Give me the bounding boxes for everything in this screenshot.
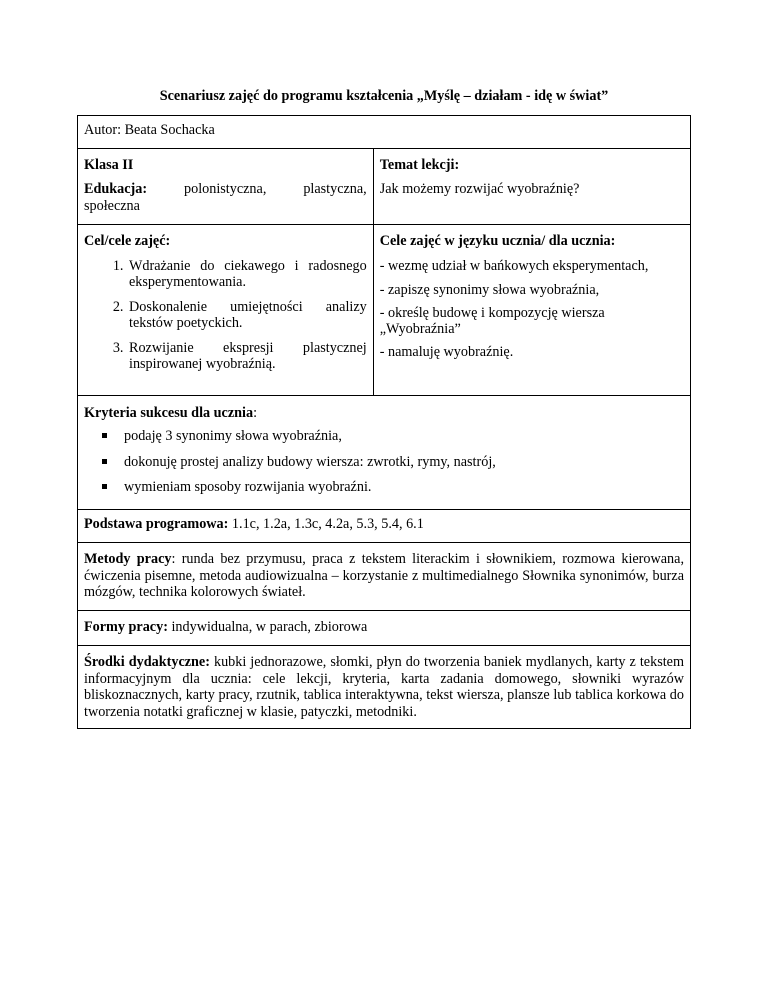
student-goals-label: Cele zajęć w języku ucznia/ dla ucznia:	[373, 225, 690, 252]
criteria-list	[84, 428, 684, 496]
goals-label: Cel/cele zajęć:	[78, 225, 374, 252]
methods-value: : runda bez przymusu, praca z tekstem literackim i słownikiem, rozmowa kierowana, ćwiczenia pisemne, metoda audiowizualna – korzystanie z multimedialnego Słownika synonimów, burza mózgów, technika kolorowych świateł.	[84, 551, 684, 600]
methods-row	[78, 543, 691, 611]
forms-row	[78, 610, 691, 646]
criteria-heading	[84, 405, 684, 422]
author: Autor: Beata Sochacka	[78, 116, 691, 149]
resources-label: Środki dydaktyczne:	[84, 654, 210, 670]
class-topic-header-row	[78, 148, 691, 176]
resources-value: kubki jednorazowe, słomki, płyn do tworzenia baniek mydlanych, karty z tekstem informacyjnym dla ucznia: cele lekcji, kryteria, karta zadania domowego, słowniki wyrazów bliskoznacznych, karty pracy, rzutnik, tablica interaktywna, tekst wiersza, plansze lub tablica korkowa do tworzenia notatki graficznej w klasie, patyczki, metodniki.	[84, 654, 684, 720]
student-goal-item: - określę budowę i kompozycję wiersza „Wyobraźnia”	[379, 304, 605, 337]
student-goal-item: - zapiszę synonimy słowa wyobraźnia,	[379, 282, 600, 298]
education-topic-row	[78, 176, 691, 225]
methods-cell	[78, 543, 691, 611]
forms-value: indywidualna, w parach, zbiorowa	[167, 618, 368, 635]
criteria-cell	[78, 395, 691, 509]
education-art: plastyczna,	[303, 181, 367, 197]
lesson-plan-table	[77, 115, 691, 729]
curriculum-row	[78, 509, 691, 543]
criteria-item: podaję 3 synonimy słowa wyobraźnia,	[102, 428, 684, 445]
goal-item: 1. Wdrażanie do ciekawego i radosnego eksperymentowania.	[127, 258, 367, 291]
document-title: Scenariusz zajęć do programu kształcenia „Myślę – działam - idę w świat”	[159, 88, 609, 104]
forms-label: Formy pracy:	[84, 618, 168, 635]
student-goal-item: - wezmę udział w bańkowych eksperymentach,	[379, 257, 649, 274]
goals-row	[78, 252, 691, 396]
education-polonistic: polonistyczna,	[184, 181, 267, 197]
criteria-item: dokonuję prostej analizy budowy wiersza: zwrotki, rymy, nastrój,	[102, 454, 684, 471]
criteria-item: wymieniam sposoby rozwijania wyobraźni.	[102, 479, 684, 496]
forms-cell	[78, 610, 691, 646]
methods-label: Metody pracy	[84, 551, 172, 567]
goal-item: 3. Rozwijanie ekspresji plastycznej inspirowanej wyobraźnią.	[127, 340, 367, 373]
education-social: społeczna	[84, 197, 140, 214]
resources-cell	[78, 646, 691, 729]
education-line	[84, 181, 367, 198]
topic-value: Jak możemy rozwijać wyobraźnię?	[373, 176, 690, 225]
education-cell	[78, 176, 374, 225]
student-goals-cell	[373, 252, 690, 396]
goal-item: 2. Doskonalenie umiejętności analizy tekstów poetyckich.	[127, 299, 367, 332]
goals-cell	[78, 252, 374, 396]
goals-list	[84, 258, 367, 373]
resources-row	[78, 646, 691, 729]
author-row	[78, 116, 691, 149]
class-label: Klasa II	[78, 148, 374, 176]
criteria-row	[78, 395, 691, 509]
curriculum-cell	[78, 509, 691, 543]
criteria-colon: :	[253, 404, 258, 421]
curriculum-value: 1.1c, 1.2a, 1.3c, 4.2a, 5.3, 5.4, 6.1	[228, 515, 424, 532]
criteria-label: Kryteria sukcesu dla ucznia	[84, 404, 254, 421]
curriculum-label: Podstawa programowa:	[84, 515, 229, 532]
goals-header-row	[78, 225, 691, 252]
student-goal-item: - namaluję wyobraźnię.	[379, 343, 514, 360]
topic-label: Temat lekcji:	[373, 148, 690, 176]
education-label: Edukacja:	[84, 181, 148, 197]
